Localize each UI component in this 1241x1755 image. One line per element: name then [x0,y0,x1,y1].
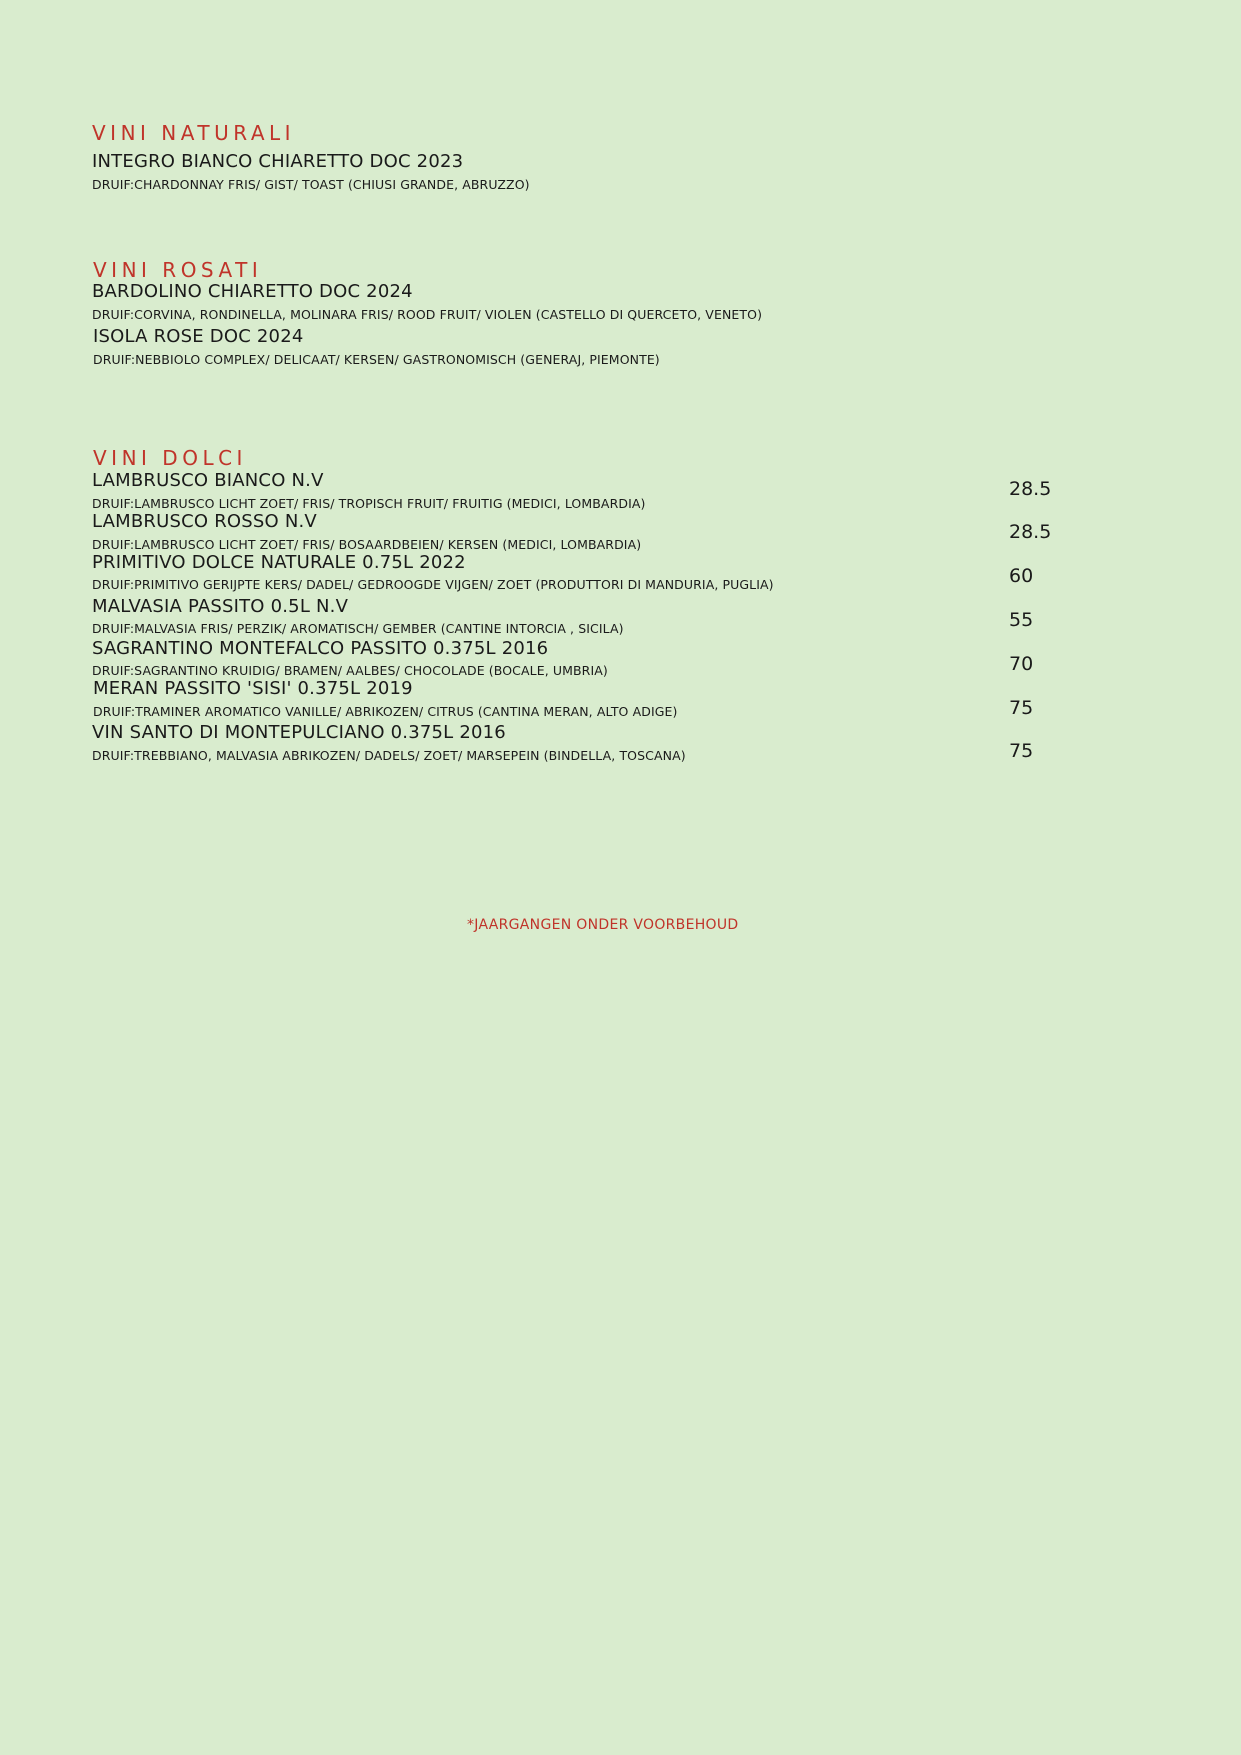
wine-name: VIN SANTO DI MONTEPULCIANO 0.375L 2016 [92,722,506,743]
wine-description: DRUIF:CHARDONNAY FRIS/ GIST/ TOAST (CHIUSI GRANDE, ABRUZZO) [92,177,530,192]
wine-description: DRUIF:SAGRANTINO KRUIDIG/ BRAMEN/ AALBES/ CHOCOLADE (BOCALE, UMBRIA) [92,663,608,678]
wine-name: SAGRANTINO MONTEFALCO PASSITO 0.375L 2016 [92,638,549,659]
wine-price: 75 [1009,697,1034,719]
wine-name: PRIMITIVO DOLCE NATURALE 0.75L 2022 [92,552,466,573]
wine-name: LAMBRUSCO BIANCO N.V [92,470,324,491]
section-heading-rosati: VINI ROSATI [93,258,263,282]
wine-name: INTEGRO BIANCO CHIARETTO DOC 2023 [92,151,464,172]
wine-description: DRUIF:LAMBRUSCO LICHT ZOET/ FRIS/ TROPISCH FRUIT/ FRUITIG (MEDICI, LOMBARDIA) [92,496,646,511]
section-heading-dolci: VINI DOLCI [93,446,247,470]
wine-description: DRUIF:PRIMITIVO GERIJPTE KERS/ DADEL/ GEDROOGDE VIJGEN/ ZOET (PRODUTTORI DI MANDURIA, PUGLIA) [92,577,774,592]
section-heading-naturali: VINI NATURALI [92,121,296,145]
wine-description: DRUIF:MALVASIA FRIS/ PERZIK/ AROMATISCH/ GEMBER (CANTINE INTORCIA , SICILA) [92,621,624,636]
wine-name: MERAN PASSITO 'SISI' 0.375L 2019 [93,678,413,699]
wine-name: LAMBRUSCO ROSSO N.V [92,511,317,532]
wine-description: DRUIF:NEBBIOLO COMPLEX/ DELICAAT/ KERSEN/ GASTRONOMISCH (GENERAJ, PIEMONTE) [93,352,660,367]
wine-description: DRUIF:CORVINA, RONDINELLA, MOLINARA FRIS/ ROOD FRUIT/ VIOLEN (CASTELLO DI QUERCETO, VENETO) [92,307,763,322]
wine-price: 28.5 [1009,521,1052,543]
wine-description: DRUIF:LAMBRUSCO LICHT ZOET/ FRIS/ BOSAARDBEIEN/ KERSEN (MEDICI, LOMBARDIA) [92,537,642,552]
wine-price: 55 [1009,609,1034,631]
wine-price: 60 [1009,565,1034,587]
wine-price: 28.5 [1009,478,1052,500]
wine-name: ISOLA ROSE DOC 2024 [93,326,304,347]
wine-description: DRUIF:TREBBIANO, MALVASIA ABRIKOZEN/ DADELS/ ZOET/ MARSEPEIN (BINDELLA, TOSCANA) [92,748,686,763]
vintage-footnote: *JAARGANGEN ONDER VOORBEHOUD [467,917,739,933]
wine-name: MALVASIA PASSITO 0.5L N.V [92,596,349,617]
wine-price: 70 [1009,653,1034,675]
wine-name: BARDOLINO CHIARETTO DOC 2024 [92,281,413,302]
wine-description: DRUIF:TRAMINER AROMATICO VANILLE/ ABRIKOZEN/ CITRUS (CANTINA MERAN, ALTO ADIGE) [93,704,678,719]
wine-price: 75 [1009,740,1034,762]
